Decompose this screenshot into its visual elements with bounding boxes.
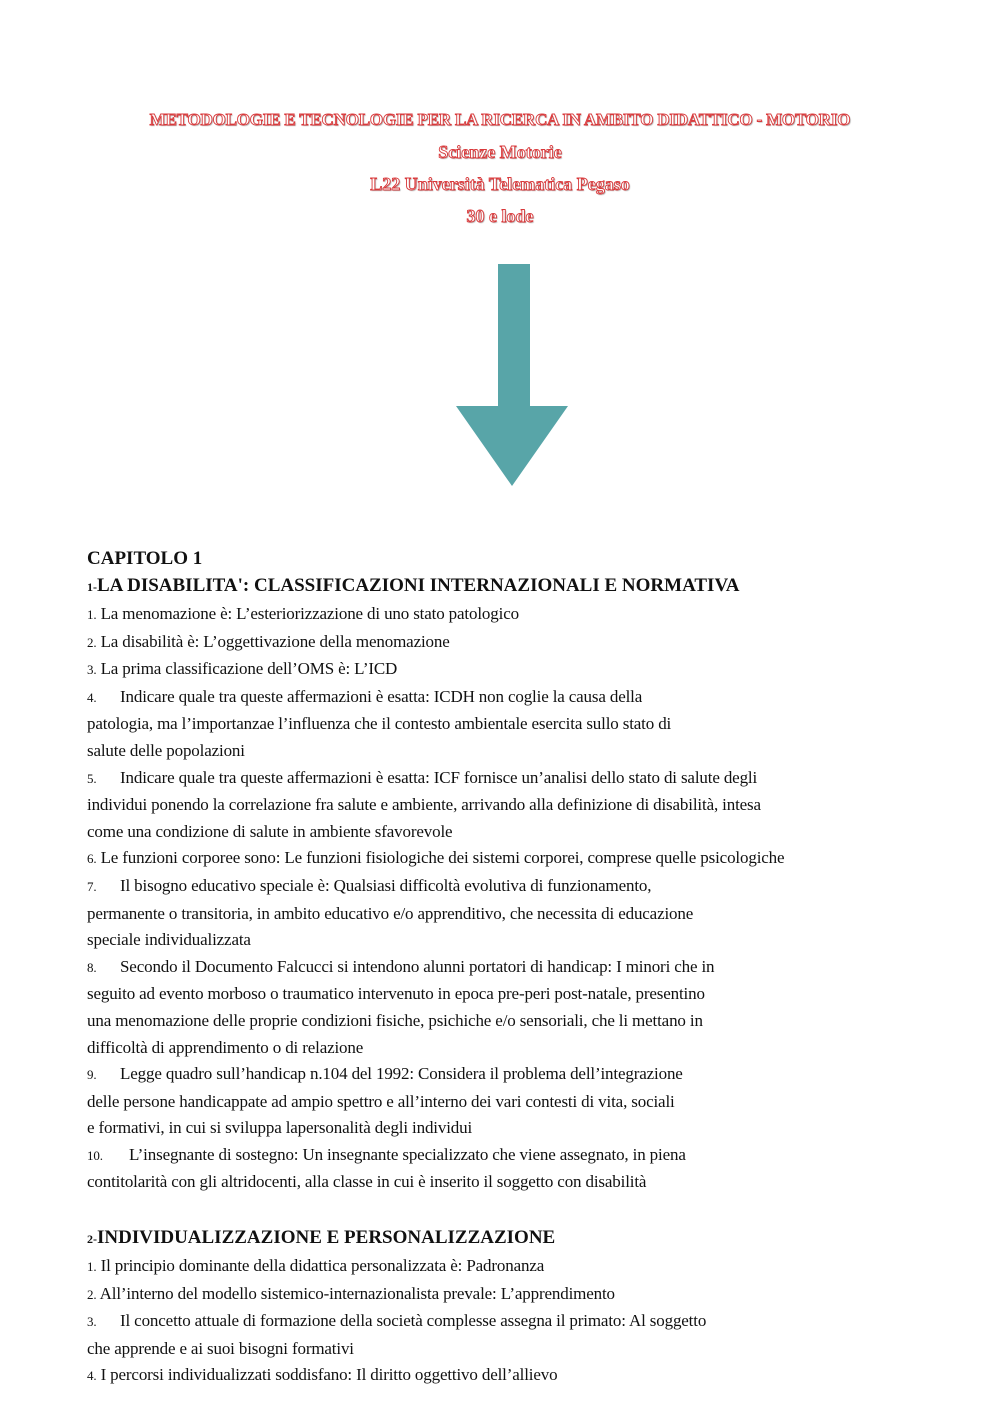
list-item <box>87 656 937 684</box>
list-item <box>87 1281 937 1309</box>
item-text: Indicare quale tra queste affermazioni è esatta: ICF fornisce un’analisi dello stato di salute degli individui ponendo la correlazione fra salute e ambiente, arrivando alla definizione di disabilità, intesa come una condizione di salute in ambiente sfavorevole <box>87 767 761 841</box>
list-item <box>87 1142 937 1196</box>
item-text: Il principio dominante della didattica personalizzata è: Padronanza <box>100 1256 545 1276</box>
item-number: 8. <box>87 959 97 975</box>
item-number: 2. <box>87 634 97 650</box>
document-body <box>87 546 937 1390</box>
section-number: 2- <box>87 1232 97 1247</box>
item-number: 7. <box>87 878 97 894</box>
list-item <box>87 765 937 846</box>
item-number: 5. <box>87 770 97 786</box>
item-number: 1. <box>87 607 97 622</box>
section-number: 1- <box>87 580 97 594</box>
university-name: L22 Università Telematica Pegaso <box>370 174 630 194</box>
item-number: 2. <box>87 1286 97 1302</box>
section-title <box>87 572 937 601</box>
list-item <box>87 601 937 629</box>
item-number: 4. <box>87 1368 97 1384</box>
list-item <box>87 1308 937 1362</box>
item-text: All’interno del modello sistemico-internazionalista prevale: L’apprendimento <box>99 1283 615 1303</box>
item-number: 6. <box>87 851 97 867</box>
section-title-text: INDIVIDUALIZZAZIONE E PERSONALIZZAZIONE <box>97 1227 556 1249</box>
item-text: Secondo il Documento Falcucci si intendono alunni portatori di handicap: I minori che in seguito ad evento morboso o traumatico intervenuto in epoca pre-peri post-natale, presentino una menomazione delle proprie condizioni fisiche, psichiche e/o sensoriali, che li mettano in difficoltà di apprendimento o di relazione <box>87 956 715 1057</box>
item-text: I percorsi individualizzati soddisfano: Il diritto oggettivo dell’allievo <box>100 1365 558 1385</box>
list-item <box>87 1362 937 1390</box>
course-name: Scienze Motorie <box>438 142 562 162</box>
list-item <box>87 1253 937 1281</box>
list-item <box>87 629 937 657</box>
item-number: 9. <box>87 1067 97 1083</box>
item-number: 10. <box>87 1147 103 1163</box>
chapter-title: CAPITOLO 1 <box>87 548 203 569</box>
document-header <box>0 104 1000 232</box>
section-2 <box>87 1224 937 1390</box>
section-title <box>87 1224 937 1253</box>
item-text: Il bisogno educativo speciale è: Qualsiasi difficoltà evolutiva di funzionamento, permanente o transitoria, in ambito educativo e/o apprenditivo, che necessita di educazione speciale individualizzata <box>87 875 694 950</box>
item-text: Legge quadro sull’handicap n.104 del 1992: Considera il problema dell’integrazione delle persone handicappate ad ampio spettro e all’interno dei vari contesti di vita, sociali e formativi, in cui si sviluppa lapersonalità degli individui <box>87 1064 683 1138</box>
item-text: La disabilità è: L’oggettivazione della menomazione <box>100 631 450 651</box>
item-number: 3. <box>87 662 97 678</box>
item-number: 1. <box>87 1259 97 1275</box>
list-item <box>87 873 937 954</box>
item-number: 3. <box>87 1314 97 1330</box>
item-text: La menomazione è: L’esteriorizzazione di uno stato patologico <box>100 604 519 623</box>
item-text: L’insegnante di sostegno: Un insegnante specializzato che viene assegnato, in piena contitolarità con gli altridocenti, alla classe in cui è inserito il soggetto con disabilità <box>87 1144 686 1192</box>
list-item <box>87 1061 937 1142</box>
section-title-text: LA DISABILITA': CLASSIFICAZIONI INTERNAZIONALI E NORMATIVA <box>97 575 740 596</box>
list-item <box>87 954 937 1061</box>
list-item <box>87 845 937 873</box>
section-1 <box>87 572 937 1196</box>
list-item <box>87 684 937 765</box>
item-text: La prima classificazione dell’OMS è: L’ICD <box>100 659 398 679</box>
grade-label: 30 e lode <box>466 206 534 226</box>
document-title: METODOLOGIE E TECNOLOGIE PER LA RICERCA IN AMBITO DIDATTICO - MOTORIO <box>149 110 851 129</box>
down-arrow-icon <box>456 264 568 486</box>
section-spacer <box>87 1196 937 1224</box>
item-text: Indicare quale tra queste affermazioni è esatta: ICDH non coglie la causa della patologia, ma l’importanzae l’influenza che il contesto ambientale esercita sullo stato di salute delle popolazioni <box>87 686 672 760</box>
item-text: Il concetto attuale di formazione della società complesse assegna il primato: Al soggetto che apprende e ai suoi bisogni formativi <box>87 1311 707 1358</box>
item-number: 4. <box>87 689 97 705</box>
item-text: Le funzioni corporee sono: Le funzioni fisiologiche dei sistemi corporei, comprese quelle psicologiche <box>100 848 785 868</box>
